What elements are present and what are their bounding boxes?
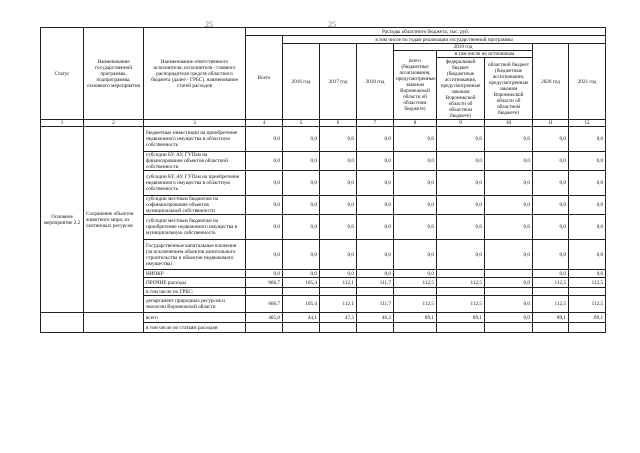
- column-number: 6: [320, 120, 357, 127]
- row-label: субсидии местным бюджетам на софинансирование объектов муниципальной собственности: [144, 196, 246, 215]
- value-cell: 0,0: [533, 127, 569, 152]
- value-cell: 0,0: [569, 240, 606, 270]
- value-cell: 112,1: [320, 296, 357, 313]
- value-cell: 0,0: [485, 196, 533, 215]
- value-cell: 0,0: [569, 215, 606, 240]
- value-cell: 0,0: [569, 171, 606, 196]
- value-cell: 405,0: [246, 313, 283, 323]
- value-cell: [533, 323, 569, 333]
- value-cell: [246, 323, 283, 333]
- value-cell: 0,0: [485, 278, 533, 288]
- value-cell: 44,1: [283, 313, 320, 323]
- page-number-center: 25: [328, 20, 336, 29]
- value-cell: [437, 323, 485, 333]
- value-cell: 0,0: [533, 152, 569, 171]
- value-cell: [533, 288, 569, 296]
- value-cell: 112,5: [394, 278, 437, 288]
- value-cell: 0,0: [357, 270, 394, 278]
- value-cell: [357, 288, 394, 296]
- column-number: 2: [84, 120, 144, 127]
- value-cell: [485, 270, 533, 278]
- value-cell: 0,0: [394, 152, 437, 171]
- value-cell: [394, 288, 437, 296]
- value-cell: 666,7: [246, 296, 283, 313]
- value-cell: 105,4: [283, 296, 320, 313]
- value-cell: 0,0: [394, 270, 437, 278]
- header-2021: 2021 год: [569, 44, 606, 120]
- value-cell: 112,5: [569, 296, 606, 313]
- value-cell: 0,0: [394, 196, 437, 215]
- value-cell: 112,5: [437, 278, 485, 288]
- header-executor: Наименование ответственного исполнителя, исполнителя - главного распорядителя средств областного бюджета (далее - ГРБС), наименование статей расходов: [144, 28, 246, 120]
- value-cell: 0,0: [437, 152, 485, 171]
- value-cell: 0,0: [394, 127, 437, 152]
- program-name-cell-empty: [84, 313, 144, 333]
- column-number-row: [41, 120, 606, 127]
- value-cell: [394, 323, 437, 333]
- header-budget-title: Расходы областного бюджета, тыс. руб.: [246, 28, 606, 36]
- column-number: 12: [569, 120, 606, 127]
- value-cell: 0,0: [485, 127, 533, 152]
- header-by-sources: в том числе по источникам: [437, 51, 533, 58]
- value-cell: 0,0: [485, 171, 533, 196]
- table-row: [41, 127, 606, 152]
- value-cell: 112,5: [437, 296, 485, 313]
- value-cell: 0,0: [533, 171, 569, 196]
- header-status: Статус: [41, 28, 84, 120]
- value-cell: [357, 323, 394, 333]
- header-federal: федеральный бюджет (бюджетные ассигнования, предусмотренные законом Воронежской области об областном бюджете): [437, 58, 485, 120]
- value-cell: 0,0: [246, 127, 283, 152]
- value-cell: 0,0: [437, 196, 485, 215]
- column-number: 5: [283, 120, 320, 127]
- column-number: 8: [394, 120, 437, 127]
- column-number: 9: [437, 120, 485, 127]
- value-cell: 0,0: [357, 196, 394, 215]
- value-cell: 0,0: [320, 215, 357, 240]
- value-cell: 89,1: [569, 313, 606, 323]
- value-cell: 0,0: [569, 270, 606, 278]
- row-label: ПРОЧИЕ расходы: [144, 278, 246, 288]
- value-cell: [437, 270, 485, 278]
- row-label: департамент природных ресурсов и экологии Воронежской области: [144, 296, 246, 313]
- value-cell: [485, 323, 533, 333]
- page-number-left: 25: [205, 20, 213, 29]
- header-subtitle: в том числе по годам реализации государственной программы: [283, 36, 606, 44]
- value-cell: 0,0: [357, 240, 394, 270]
- header-2018: 2018 год: [357, 44, 394, 120]
- value-cell: 0,0: [320, 270, 357, 278]
- value-cell: [569, 288, 606, 296]
- row-label: всего: [144, 313, 246, 323]
- value-cell: 89,1: [533, 313, 569, 323]
- value-cell: 0,0: [246, 270, 283, 278]
- status-cell-empty: [41, 313, 84, 333]
- header-2019-all: всего (бюджетные ассигнования, предусмотренные законом Воронежской области об областном бюджете): [394, 51, 437, 120]
- value-cell: 0,0: [246, 215, 283, 240]
- value-cell: 0,0: [437, 171, 485, 196]
- table-row: [41, 313, 606, 323]
- value-cell: 0,0: [437, 215, 485, 240]
- value-cell: 0,0: [533, 270, 569, 278]
- header-2019: 2019 год: [394, 44, 533, 51]
- value-cell: 0,0: [283, 196, 320, 215]
- value-cell: 0,0: [569, 127, 606, 152]
- value-cell: 0,0: [320, 152, 357, 171]
- value-cell: 0,0: [357, 171, 394, 196]
- value-cell: 0,0: [246, 240, 283, 270]
- column-number: 11: [533, 120, 569, 127]
- header-2017: 2017 год: [320, 44, 357, 120]
- value-cell: 0,0: [533, 196, 569, 215]
- value-cell: 0,0: [485, 215, 533, 240]
- value-cell: [283, 288, 320, 296]
- value-cell: 0,0: [283, 171, 320, 196]
- value-cell: [320, 323, 357, 333]
- value-cell: 112,5: [394, 296, 437, 313]
- header-2020: 2020 год: [533, 44, 569, 120]
- value-cell: 0,0: [283, 215, 320, 240]
- column-number: 10: [485, 120, 533, 127]
- row-label: субсидии местным бюджетам на приобретение недвижимого имущества в муниципальную собственность: [144, 215, 246, 240]
- value-cell: 0,0: [320, 127, 357, 152]
- header-2016: 2016 год: [283, 44, 320, 120]
- status-cell: Основное мероприятие 2.2: [41, 127, 84, 313]
- value-cell: 89,1: [394, 313, 437, 323]
- value-cell: 0,0: [533, 240, 569, 270]
- row-label: субсидии БУ, АУ, ГУПам на финансирование объектов областной собственности: [144, 152, 246, 171]
- value-cell: 0,0: [485, 152, 533, 171]
- value-cell: 0,0: [320, 240, 357, 270]
- value-cell: 0,0: [569, 152, 606, 171]
- value-cell: 112,5: [569, 278, 606, 288]
- value-cell: 0,0: [485, 313, 533, 323]
- value-cell: 0,0: [437, 240, 485, 270]
- row-label: в том числе по ГРБС:: [144, 288, 246, 296]
- value-cell: 0,0: [569, 196, 606, 215]
- row-label: бюджетные инвестиции на приобретение недвижимого имущества в областную собственность: [144, 127, 246, 152]
- value-cell: 112,5: [533, 278, 569, 288]
- value-cell: [437, 288, 485, 296]
- value-cell: 112,1: [320, 278, 357, 288]
- value-cell: 0,0: [246, 152, 283, 171]
- value-cell: 0,0: [485, 296, 533, 313]
- row-label: Государственные капитальные вложения (за исключением объектов капитального строительства и объектов недвижимого имущества): [144, 240, 246, 270]
- value-cell: 0,0: [533, 215, 569, 240]
- row-label: субсидии БУ, АУ, ГУПам на приобретение недвижимого имущества в областную собственность: [144, 171, 246, 196]
- value-cell: 0,0: [485, 240, 533, 270]
- value-cell: 105,4: [283, 278, 320, 288]
- header-program-name: Наименование государственной программы, подпрограммы, основного мероприятия: [84, 28, 144, 120]
- value-cell: 0,0: [394, 215, 437, 240]
- value-cell: 0,0: [246, 171, 283, 196]
- column-number: 4: [246, 120, 283, 127]
- value-cell: 112,5: [533, 296, 569, 313]
- value-cell: 0,0: [283, 270, 320, 278]
- value-cell: 0,0: [394, 240, 437, 270]
- value-cell: 0,0: [357, 127, 394, 152]
- header-total: Всего: [246, 36, 283, 120]
- row-label: в том числе по статьям расходов: [144, 323, 246, 333]
- value-cell: 666,7: [246, 278, 283, 288]
- value-cell: [283, 323, 320, 333]
- value-cell: [246, 288, 283, 296]
- value-cell: 0,0: [357, 152, 394, 171]
- value-cell: [320, 288, 357, 296]
- header-regional: областной бюджет (бюджетные ассигнования, предусмотренные законом Воронежской области об областном бюджете): [485, 58, 533, 120]
- program-name-cell: Сохранение объектов животного мира, их охотничьих ресурсов: [84, 127, 144, 313]
- column-number: 3: [144, 120, 246, 127]
- value-cell: 0,0: [394, 171, 437, 196]
- column-number: 1: [41, 120, 84, 127]
- value-cell: 0,0: [320, 196, 357, 215]
- column-number: 7: [357, 120, 394, 127]
- value-cell: 0,0: [320, 171, 357, 196]
- value-cell: 0,0: [246, 196, 283, 215]
- value-cell: 0,0: [283, 240, 320, 270]
- value-cell: 111,7: [357, 278, 394, 288]
- value-cell: 0,0: [283, 127, 320, 152]
- value-cell: 46,3: [357, 313, 394, 323]
- value-cell: 89,1: [437, 313, 485, 323]
- budget-table: [40, 27, 606, 333]
- value-cell: [485, 288, 533, 296]
- value-cell: 0,0: [357, 215, 394, 240]
- value-cell: 0,0: [437, 127, 485, 152]
- value-cell: 111,7: [357, 296, 394, 313]
- value-cell: 0,0: [283, 152, 320, 171]
- value-cell: [569, 323, 606, 333]
- row-label: НИОКР: [144, 270, 246, 278]
- value-cell: 47,3: [320, 313, 357, 323]
